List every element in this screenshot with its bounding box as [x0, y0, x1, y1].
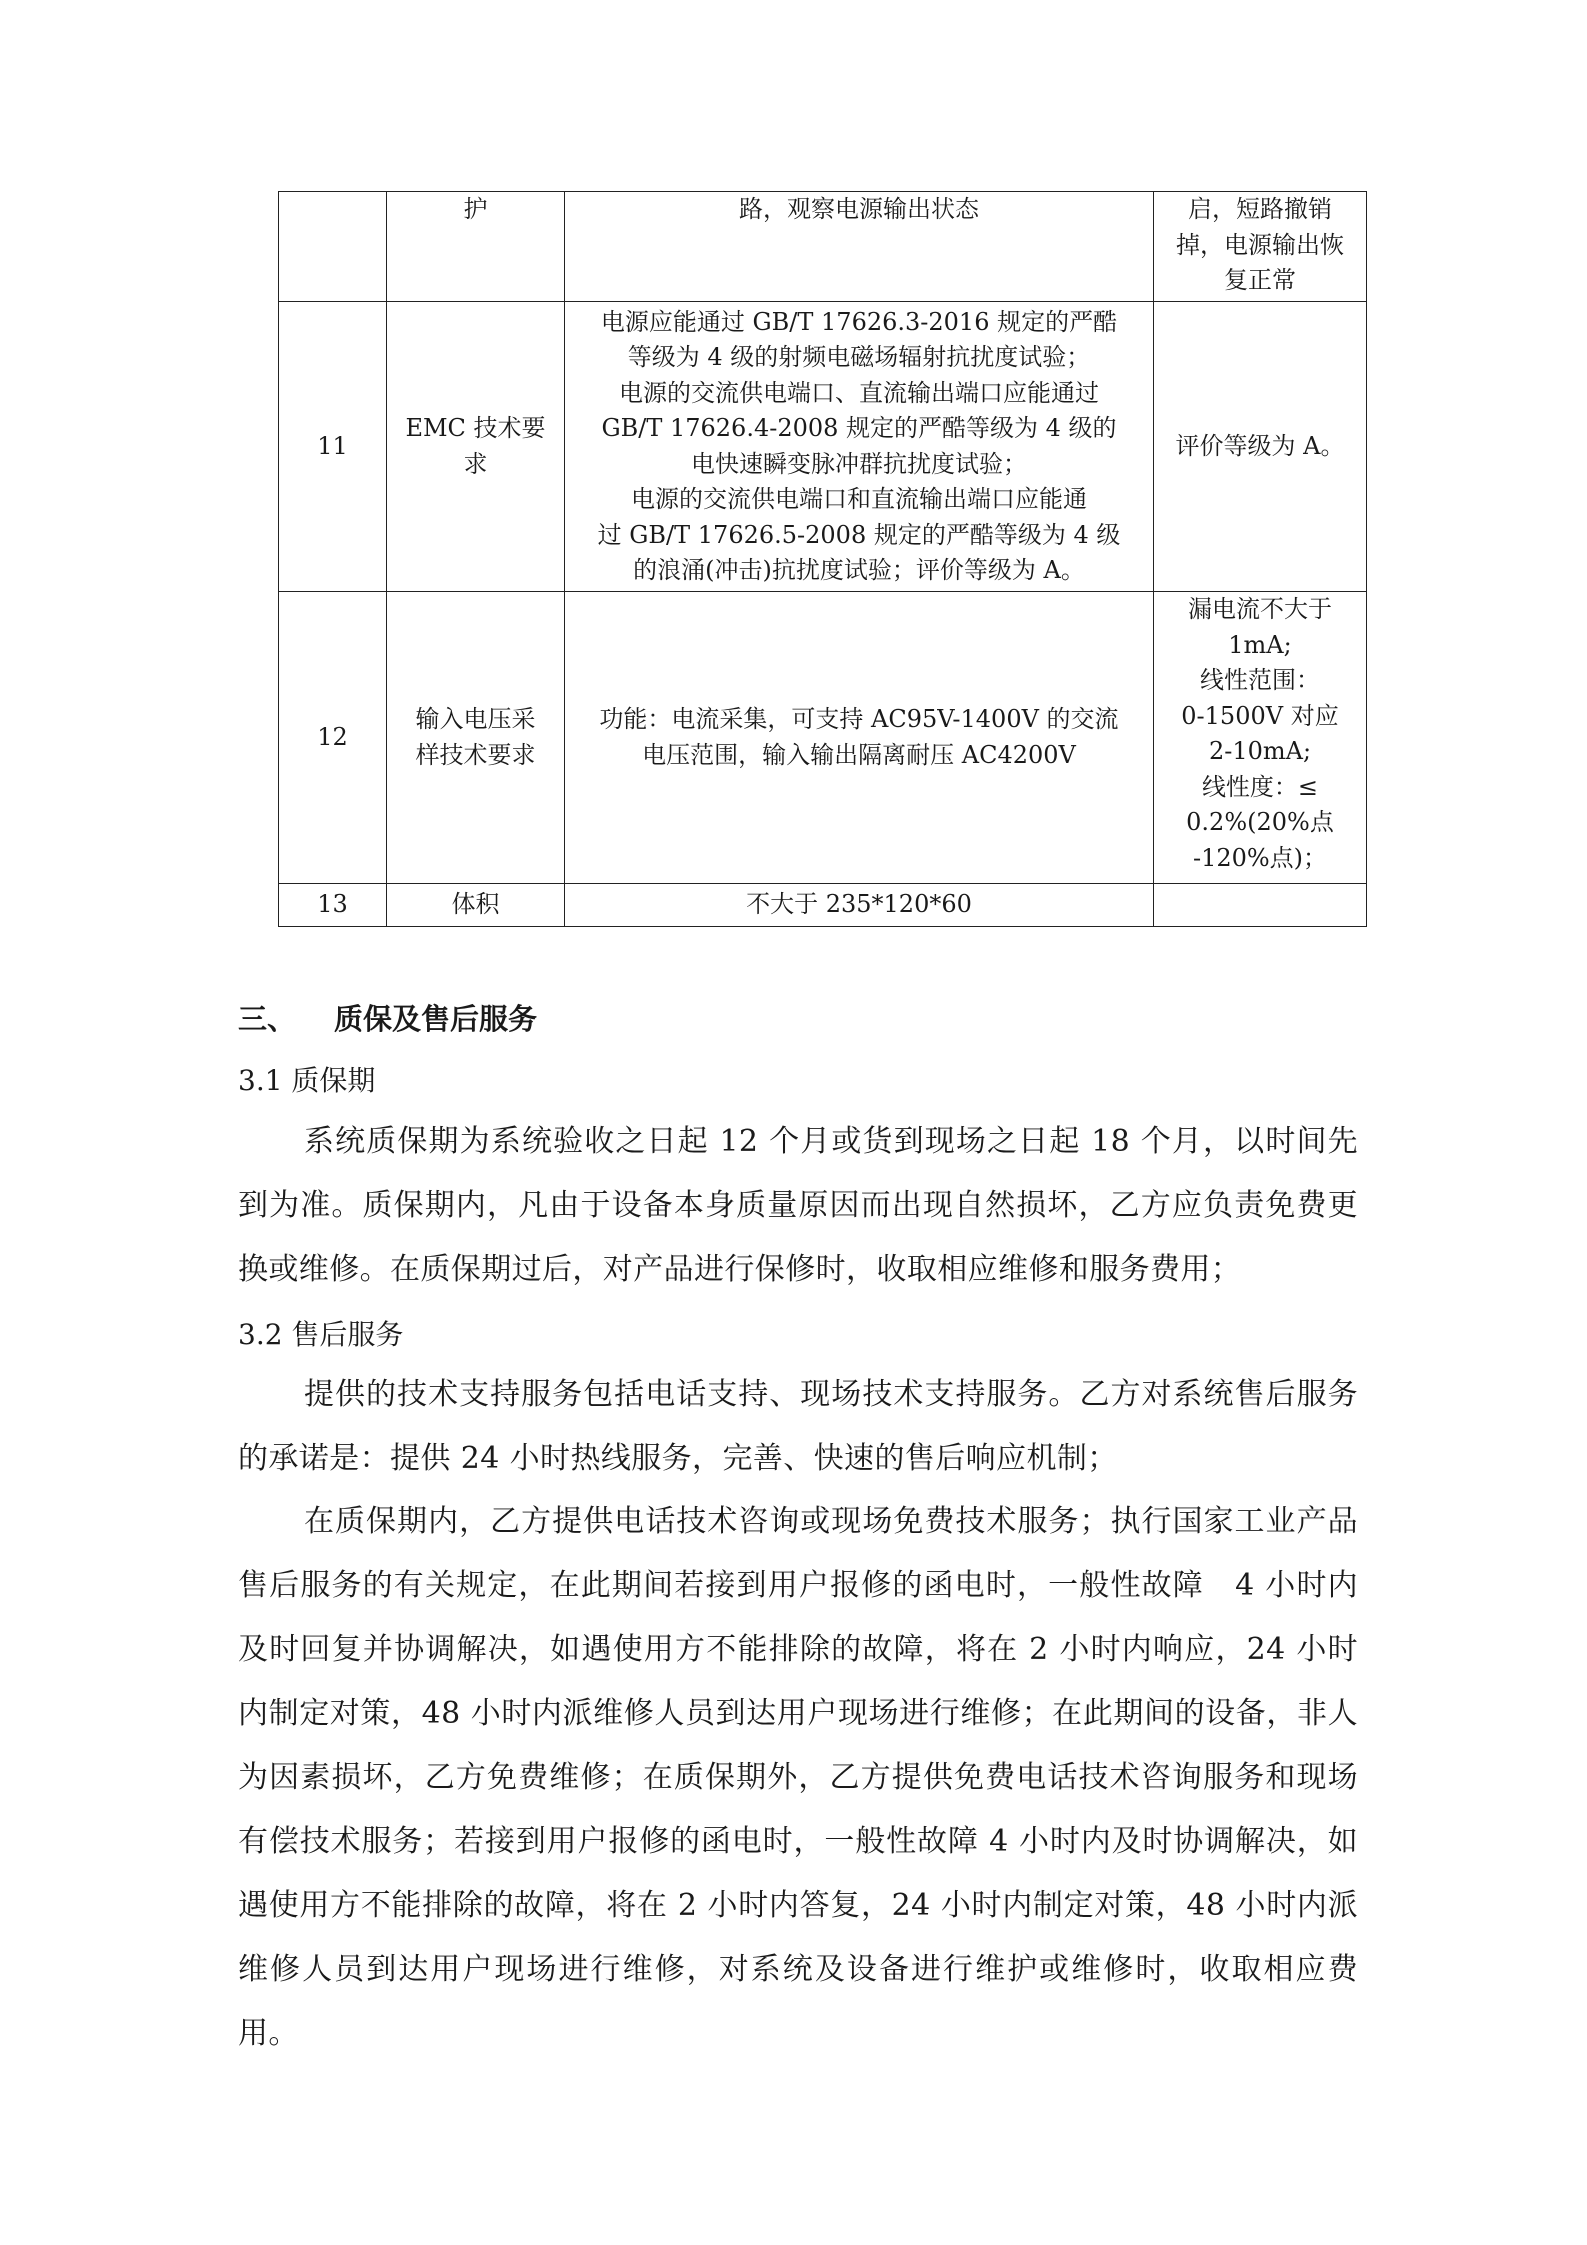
section-title: 质保及售后服务	[334, 1002, 538, 1036]
row-name-cell: 护	[387, 192, 565, 302]
row-no-cell: 13	[279, 884, 387, 927]
paragraph-after-sales-terms: 在质保期内，乙方提供电话技术咨询或现场免费技术服务；执行国家工业产品售后服务的有关规定，在此期间若接到用户报修的函电时，一般性故障 4 小时内及时回复并协调解决，如遇使用方不能排除的故障，将在 2 小时内响应，24 小时内制定对策，48 小时内派维修人员到达用户现场进行维修；在此期间的设备，非人为因素损坏，乙方免费维修；在质保期外，乙方提供免费电话技术咨询服务和现场有偿技术服务；若接到用户报修的函电时，一般性故障 4 小时内及时协调解决，如遇使用方不能排除的故障，将在 2 小时内答复，24 小时内制定对策，48 小时内派维修人员到达用户现场进行维修，对系统及设备进行维护或维修时，收取相应费用。	[238, 1504, 1358, 2051]
table-row	[279, 302, 1367, 592]
row-content-cell: 功能：电流采集，可支持 AC95V-1400V 的交流 电压范围，输入输出隔离耐压 AC4200V	[565, 592, 1154, 884]
subsection-heading-warranty: 3.1 质保期	[238, 1064, 376, 1097]
row-content-cell: 电源应能通过 GB/T 17626.3-2016 规定的严酷 等级为 4 级的射频电磁场辐射抗扰度试验； 电源的交流供电端口、直流输出端口应能通过 GB/T 17626.4-2008 规定的严酷等级为 4 级的 电快速瞬变脉冲群抗扰度试验； 电源的交流供电端口和直流输出端口应能通 过 GB/T 17626.5-2008 规定的严酷等级为 4 级 的浪涌(冲击)抗扰度试验；评价等级为 A。	[565, 302, 1154, 592]
section-heading	[238, 997, 1358, 1038]
paragraph-after-sales-support: 提供的技术支持服务包括电话支持、现场技术支持服务。乙方对系统售后服务的承诺是：提供 24 小时热线服务，完善、快速的售后响应机制；	[238, 1377, 1358, 1476]
row-note-cell: 评价等级为 A。	[1154, 302, 1367, 592]
row-name-cell: EMC 技术要 求	[387, 302, 565, 592]
row-name-cell: 输入电压采 样技术要求	[387, 592, 565, 884]
section-number: 三、	[238, 1002, 297, 1036]
row-no-cell	[279, 192, 387, 302]
row-no-cell: 11	[279, 302, 387, 592]
table-row	[279, 592, 1367, 884]
paragraph-warranty: 系统质保期为系统验收之日起 12 个月或货到现场之日起 18 个月，以时间先到为准。质保期内，凡由于设备本身质量原因而出现自然损坏，乙方应负责免费更换或维修。在质保期过后，对产品进行保修时，收取相应维修和服务费用；	[238, 1124, 1358, 1287]
table-row	[279, 884, 1367, 927]
row-note-cell: 漏电流不大于 1mA; 线性范围： 0-1500V 对应 2-10mA; 线性度：≤ 0.2%(20%点 -120%点)；	[1154, 592, 1367, 884]
subsection-heading-after-sales: 3.2 售后服务	[238, 1318, 404, 1351]
row-note-cell	[1154, 884, 1367, 927]
row-no-cell: 12	[279, 592, 387, 884]
row-content-cell: 路，观察电源输出状态	[565, 192, 1154, 302]
row-note-cell: 启，短路撤销 掉，电源输出恢 复正常	[1154, 192, 1367, 302]
spec-table	[278, 191, 1367, 927]
row-name-cell: 体积	[387, 884, 565, 927]
row-content-cell: 不大于 235*120*60	[565, 884, 1154, 927]
table-row	[279, 192, 1367, 302]
